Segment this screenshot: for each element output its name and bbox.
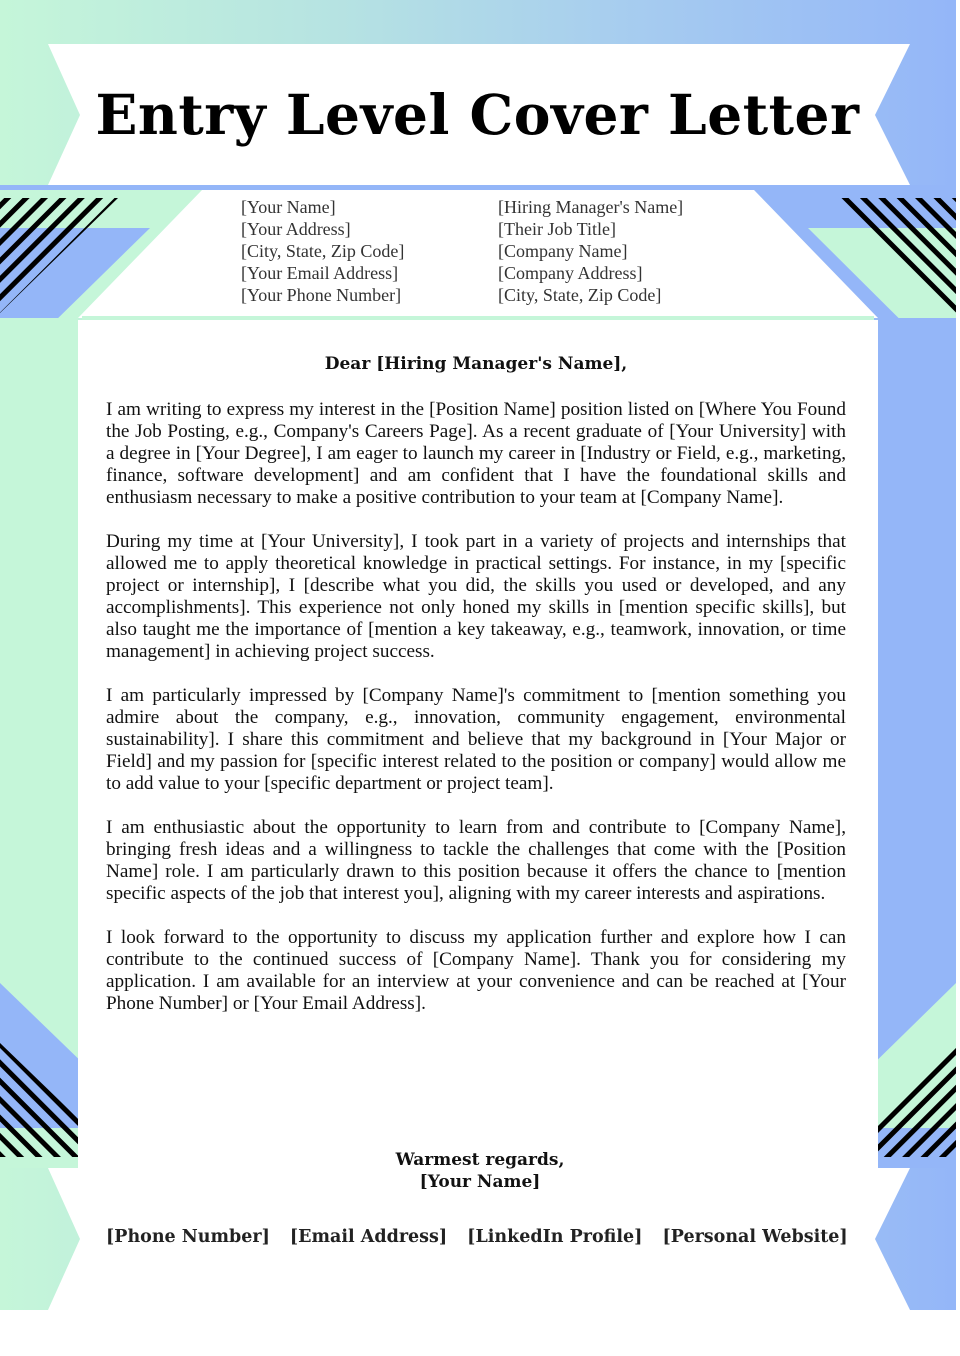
closing-block xyxy=(280,1149,680,1193)
signature: [Your Name] xyxy=(419,1172,541,1192)
page-title: Entry Level Cover Letter xyxy=(95,82,860,147)
address-panel xyxy=(78,190,878,318)
footer-linkedin: [LinkedIn Profile] xyxy=(467,1227,643,1247)
sender-name: [Your Name] xyxy=(241,197,336,217)
body-paragraph: I am enthusiastic about the opportunity to learn from and contribute to [Company Name], bringing fresh ideas and a willingness to tackle the challenges that come with the [Position Name] role. I am particularly drawn to this position because it offers the chance to [mention specific aspects of the job that interest you], aligning with my career interests and aspirations. xyxy=(106,817,846,904)
body-paragraph: I am writing to express my interest in the [Position Name] position listed on [Where You Found the Job Posting, e.g., Company's Careers Page]. As a recent graduate of [Your University] with a degree in [Your Degree], I am eager to launch my career in [Industry or Field, e.g., marketing, finance, software development] and am confident that I have the foundational skills and enthusiasm necessary to make a positive contribution to your team at [Company Name]. xyxy=(106,399,846,508)
recipient-job-title: [Their Job Title] xyxy=(498,219,617,239)
address-divider xyxy=(82,316,874,320)
recipient-name: [Hiring Manager's Name] xyxy=(498,197,684,217)
sender-city-state-zip: [City, State, Zip Code] xyxy=(241,241,405,261)
footer-email: [Email Address] xyxy=(289,1227,448,1247)
letter-body xyxy=(106,399,846,1037)
sender-email: [Your Email Address] xyxy=(241,263,399,283)
footer-website: [Personal Website] xyxy=(662,1227,848,1247)
recipient-address-block xyxy=(498,196,683,306)
recipient-company-address: [Company Address] xyxy=(498,263,643,283)
sender-address: [Your Address] xyxy=(241,219,351,239)
body-paragraph: I am particularly impressed by [Company Name]'s commitment to [mention something you admire about the company, e.g., innovation, community engagement, environmental sustainability]. I share this commitment and believe that my background in [Your Major or Field] and my passion for [specific interest related to the position or company] would allow me to add value to your [specific department or project team]. xyxy=(106,685,846,794)
footer-contacts xyxy=(106,1227,856,1247)
sender-phone: [Your Phone Number] xyxy=(241,285,402,305)
body-paragraph: I look forward to the opportunity to discuss my application further and explore how I can contribute to the continued success of [Company Name]. Thank you for considering my application. I am available for an interview at your convenience and can be reached at [Your Phone Number] or [Your Email Address]. xyxy=(106,927,846,1014)
salutation: Dear [Hiring Manager's Name], xyxy=(324,354,628,374)
recipient-city-state-zip: [City, State, Zip Code] xyxy=(498,285,662,305)
sender-address-block xyxy=(241,196,404,306)
header-rule xyxy=(0,185,956,190)
recipient-company: [Company Name] xyxy=(498,241,628,261)
body-paragraph: During my time at [Your University], I took part in a variety of projects and internships that allowed me to apply theoretical knowledge in practical settings. For instance, in my [specific project or internship], I [describe what you did, the skills you used or developed, and any accomplishments]. This experience not only honed my skills in [mention specific skills], but also taught me the importance of [mention a key takeaway, e.g., teamwork, innovation, or time management] in achieving project success. xyxy=(106,531,846,662)
footer-phone: [Phone Number] xyxy=(106,1227,270,1247)
valediction: Warmest regards, xyxy=(395,1150,565,1170)
